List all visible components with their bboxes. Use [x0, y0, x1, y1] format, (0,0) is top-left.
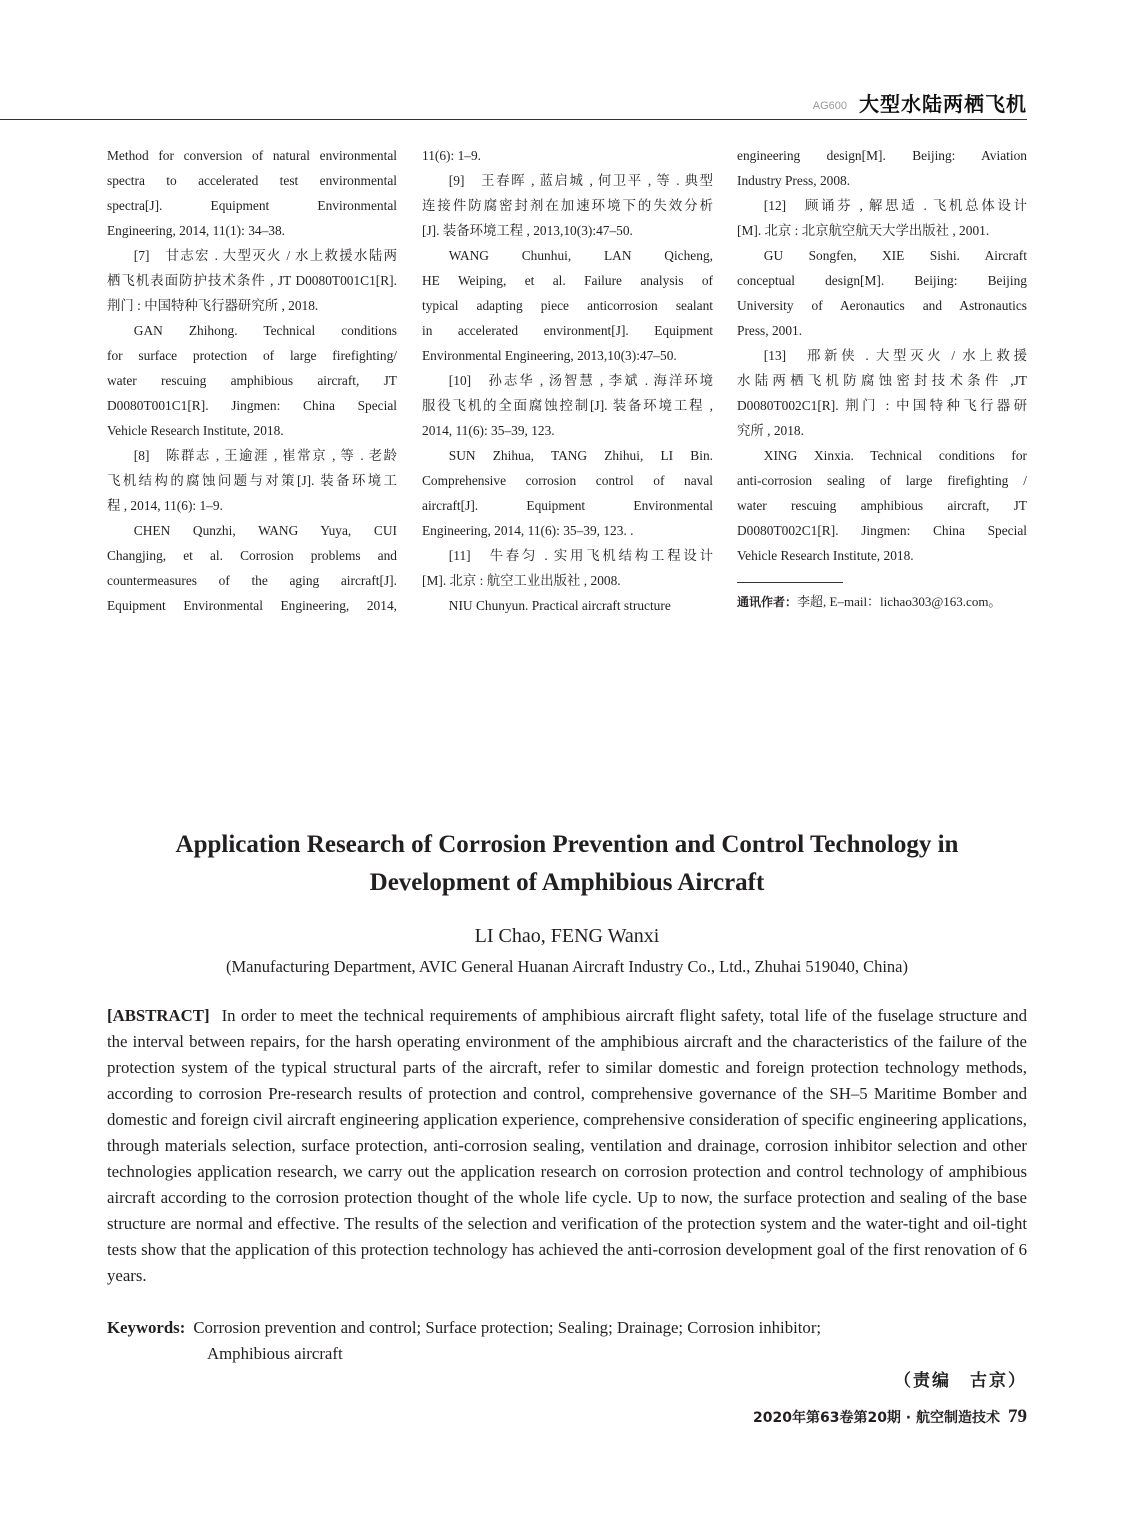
- reference-line: conceptual design[M]. Beijing: Beijing: [737, 273, 1027, 288]
- reference-line: countermeasures of the aging aircraft[J].: [107, 573, 397, 588]
- article-authors: LI Chao, FENG Wanxi: [474, 925, 660, 947]
- reference-line: anti-corrosion sealing of large firefighting /: [737, 473, 1027, 488]
- reference-line: 11(6): 1–9.: [422, 148, 482, 163]
- keywords: [107, 1315, 1027, 1367]
- references-column-1: [107, 143, 397, 618]
- reference-line: 荆门 : 中国特种飞行器研究所 , 2018.: [107, 298, 319, 313]
- reference-line: 2014, 11(6): 35–39, 123.: [422, 423, 555, 438]
- reference-line: [13] 邢新侠 . 大型灭火 / 水上救援: [763, 348, 1027, 363]
- abstract-text: In order to meet the technical requirements of amphibious aircraft flight safety, total life of the fuselage structure and the interval between repairs, for the harsh operating environment of the amphibious aircraft and the characteristics of the failure of the protection system of the typical structural parts of the aircraft, refer to similar domestic and foreign protection technology methods, according to corrosion Pre-research results of protection and control, comprehensive governance of the SH–5 Maritime Bomber and domestic and foreign civil aircraft engineering application experience, comprehensive consideration of specific engineering applications, through materials selection, surface protection, anti-corrosion sealing, ventilation and drainage, corrosion inhibitor selection and other technologies application research, we carry out the application research on corrosion protection and control technology of amphibious aircraft according to the corrosion protection thought of the whole life cycle. Up to now, the surface protection and sealing of the base structure are normal and effective. The results of the selection and verification of the protection system and the water-tight and oil-tight tests show that the application of this protection technology has achieved the anti-corrosion development goal of the first renovation of 6 years.: [107, 1006, 1027, 1285]
- reference-line: NIU Chunyun. Practical aircraft structure: [448, 598, 671, 613]
- reference-line: Environmental Engineering, 2013,10(3):47–50.: [422, 348, 677, 363]
- footnote-text: 李超, E–mail：lichao303@163.com。: [797, 594, 1002, 609]
- references-column-3: [737, 143, 1027, 613]
- reference-line: 连接件防腐密封剂在加速环境下的失效分析: [422, 198, 713, 213]
- editor-note: （责编 古京）: [894, 1371, 1027, 1391]
- reference-line: SUN Zhihua, TANG Zhihui, LI Bin.: [448, 448, 713, 463]
- reference-line: D0080T001C1[R]. Jingmen: China Special: [107, 398, 397, 413]
- references-column-3-lines: [737, 143, 1027, 568]
- article-title-line-1: Application Research of Corrosion Prevention and Control Technology in: [175, 831, 959, 858]
- reference-line: 栖飞机表面防护技术条件 , JT D0080T001C1[R].: [107, 273, 397, 288]
- reference-line: [M]. 北京 : 北京航空航天大学出版社 , 2001.: [737, 223, 990, 238]
- reference-line: Changjing, et al. Corrosion problems and: [107, 548, 397, 563]
- reference-line: [12] 顾诵芬 , 解思适 . 飞机总体设计: [763, 198, 1027, 213]
- reference-line: Equipment Environmental Engineering, 2014,: [107, 598, 397, 613]
- reference-line: in accelerated environment[J]. Equipment: [422, 323, 713, 338]
- corresponding-author-footnote: [737, 591, 1027, 613]
- reference-line: HE Weiping, et al. Failure analysis of: [422, 273, 713, 288]
- reference-line: Vehicle Research Institute, 2018.: [737, 548, 914, 563]
- running-header: [0, 88, 1027, 120]
- reference-line: Engineering, 2014, 11(1): 34–38.: [107, 223, 286, 238]
- article-title-line-2: Development of Amphibious Aircraft: [369, 869, 765, 896]
- reference-line: Method for conversion of natural environmental: [107, 148, 397, 163]
- header-tag: AG600: [812, 100, 847, 112]
- article-title: [60, 826, 1074, 902]
- reference-line: D0080T002C1[R]. Jingmen: China Special: [737, 523, 1027, 538]
- reference-line: spectra to accelerated test environmental: [107, 173, 397, 188]
- reference-line: [11] 牛春匀 . 实用飞机结构工程设计: [448, 548, 713, 563]
- reference-line: Comprehensive corrosion control of naval: [422, 473, 713, 488]
- reference-line: Engineering, 2014, 11(6): 35–39, 123. .: [422, 523, 634, 538]
- reference-line: aircraft[J]. Equipment Environmental: [422, 498, 713, 513]
- reference-line: spectra[J]. Equipment Environmental: [107, 198, 397, 213]
- page-number: 79: [1008, 1406, 1027, 1427]
- reference-line: GU Songfen, XIE Sishi. Aircraft: [763, 248, 1027, 263]
- reference-line: WANG Chunhui, LAN Qicheng,: [448, 248, 713, 263]
- reference-line: water rescuing amphibious aircraft, JT: [107, 373, 397, 388]
- abstract: [107, 1003, 1027, 1289]
- footnote-rule: [737, 582, 843, 583]
- reference-line: [8] 陈群志 , 王逾涯 , 崔常京 , 等 . 老龄: [133, 448, 397, 463]
- reference-line: GAN Zhihong. Technical conditions: [133, 323, 397, 338]
- reference-line: XING Xinxia. Technical conditions for: [763, 448, 1027, 463]
- reference-line: [J]. 装备环境工程 , 2013,10(3):47–50.: [422, 223, 633, 238]
- reference-line: Press, 2001.: [737, 323, 803, 338]
- reference-line: [7] 甘志宏 . 大型灭火 / 水上救援水陆两: [133, 248, 397, 263]
- article-affiliation: (Manufacturing Department, AVIC General Huanan Aircraft Industry Co., Ltd., Zhuhai 519040, China): [226, 957, 908, 976]
- reference-line: [9] 王春晖 , 蓝启城 , 何卫平 , 等 . 典型: [448, 173, 713, 188]
- header-title: 大型水陆两栖飞机: [859, 92, 1027, 116]
- reference-line: typical adapting piece anticorrosion sealant: [422, 298, 713, 313]
- reference-line: 程 , 2014, 11(6): 1–9.: [107, 498, 223, 513]
- footnote-label: 通讯作者：: [737, 595, 798, 609]
- page-footer: [753, 1406, 1027, 1428]
- reference-line: water rescuing amphibious aircraft, JT: [737, 498, 1027, 513]
- reference-line: Industry Press, 2008.: [737, 173, 851, 188]
- reference-line: Vehicle Research Institute, 2018.: [107, 423, 284, 438]
- keywords-line-1: Corrosion prevention and control; Surface protection; Sealing; Drainage; Corrosion inhibitor;: [193, 1318, 822, 1337]
- reference-line: 水陆两栖飞机防腐蚀密封技术条件 ,JT: [737, 373, 1027, 388]
- reference-line: [M]. 北京 : 航空工业出版社 , 2008.: [422, 573, 621, 588]
- reference-line: [10] 孙志华 , 汤智慧 , 李斌 . 海洋环境: [448, 373, 713, 388]
- header-rule: [0, 119, 1027, 120]
- reference-line: D0080T002C1[R]. 荆门 : 中国特种飞行器研: [737, 398, 1027, 413]
- reference-line: CHEN Qunzhi, WANG Yuya, CUI: [133, 523, 397, 538]
- reference-line: 飞机结构的腐蚀问题与对策[J]. 装备环境工: [107, 473, 397, 488]
- abstract-label: [ABSTRACT]: [107, 1006, 210, 1025]
- reference-line: for surface protection of large firefighting/: [107, 348, 397, 363]
- reference-line: 服役飞机的全面腐蚀控制[J]. 装备环境工程 ,: [422, 398, 713, 413]
- reference-line: University of Aeronautics and Astronautics: [737, 298, 1027, 313]
- references-column-2: [422, 143, 713, 618]
- footer-journal: 2020年第63卷第20期 · 航空制造技术: [753, 1410, 1000, 1426]
- keywords-label: Keywords:: [107, 1318, 186, 1337]
- reference-line: 究所 , 2018.: [737, 423, 804, 438]
- reference-line: engineering design[M]. Beijing: Aviation: [737, 148, 1027, 163]
- keywords-line-2: Amphibious aircraft: [207, 1344, 343, 1363]
